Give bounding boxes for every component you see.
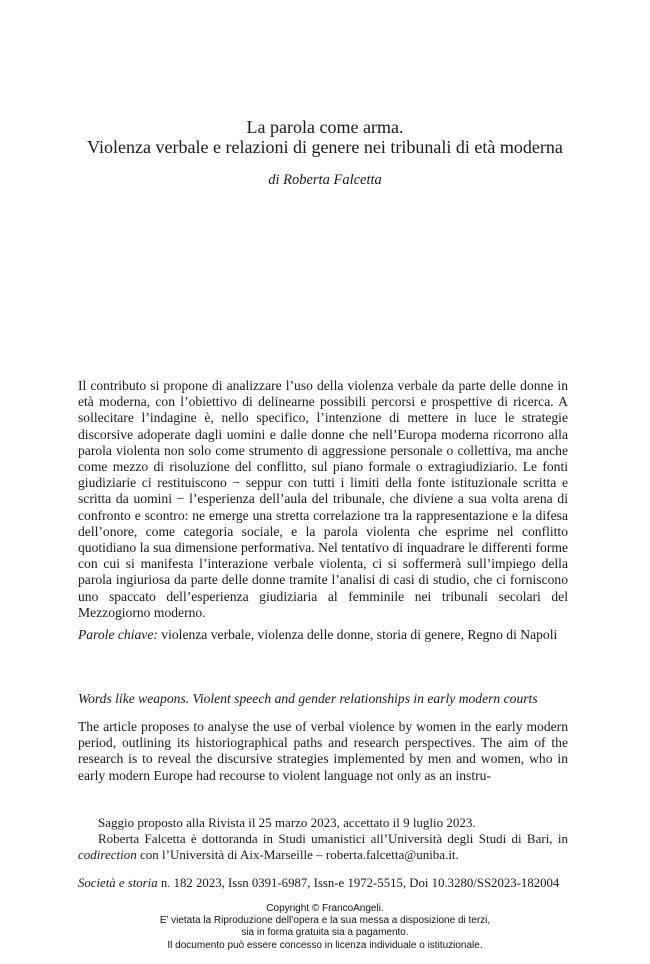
keywords-label: Parole chiave: [78, 627, 158, 642]
copyright-notice [0, 903, 650, 952]
affiliation-text-b: con l’Università di Aix-Marseille – roberta.falcetta@uniba.it. [139, 847, 459, 862]
keywords [78, 627, 568, 643]
copyright-line-2: E’ vietata la Riproduzione dell’opera e la sua messa a disposizione di terzi, [159, 915, 491, 927]
abstract-english: The article proposes to analyse the use of verbal violence by women in the early modern period, outlining its historiographical paths and research perspectives. The aim of the research is to reveal the discursive strategies implemented by men and women, who in early modern Europe had recourse to violent language not only as an instru- [78, 719, 568, 783]
english-title: Words like weapons. Violent speech and gender relationships in early modern courts [78, 691, 538, 706]
article-title-line-2: Violenza verbale e relazioni di genere nei tribunali di età moderna [87, 137, 563, 157]
keywords-text: violenza verbale, violenza delle donne, storia di genere, Regno di Napoli [161, 627, 558, 642]
journal-name: Società e storia [78, 876, 158, 890]
abstract-italian: Il contributo si propone di analizzare l’uso della violenza verbale da parte delle donne in età moderna, con l’obiettivo di delinearne possibili percorsi e prospettive di ricerca. A sollecitare l’indagine è, nello specifico, l’intenzione di mettere in luce le strategie discorsive adoperate dagli uomini e dalle donne che nell’Europa moderna ricorrono alla parola violenta non solo come strumento di aggressione personale o collettiva, ma anche come mezzo di risoluzione del conflitto, sul piano formale o extragiudiziario. Le fonti giudiziarie ci restituiscono − seppur con tutti i limiti della fonte istituzionale scritta e scritta da uomini − l’esperienza dell’aula del tribunale, che diviene a sua volta arena di confronto e scontro: ne emerge una stretta correlazione tra la rappresentazione e la difesa dell’onore, come categoria sociale, e la parola violenta che esprime nel conflitto quotidiano la sua dimensione performativa. Nel tentativo di inquadrare le differenti forme con cui si manifesta l’interazione verbale violenta, ci si soffermerà sull’impiego della parola ingiuriosa da parte delle donne tramite l’analisi di casi di studio, che ci forniscono uno spaccato dell’esperienza giudiziaria al femminile nei tribunali secolari del Mezzogiorno moderno. [78, 378, 568, 620]
footnotes [78, 815, 568, 863]
affiliation-text-a: Roberta Falcetta è dottoranda in Studi umanistici all’Università degli Studi di Bari, in [98, 831, 568, 846]
article-title-line-1: La parola come arma. [246, 117, 404, 137]
copyright-line-1: Copyright © FrancoAngeli. [266, 903, 384, 914]
submission-note: Saggio proposto alla Rivista il 25 marzo 2023, accettato il 9 luglio 2023. [98, 815, 476, 830]
journal-citation [78, 875, 568, 891]
journal-details: n. 182 2023, Issn 0391-6987, Issn-e 1972-5515, Doi 10.3280/SS2023-182004 [160, 876, 560, 890]
copyright-line-3: sia in forma gratuita sia a pagamento. [241, 927, 409, 939]
author-byline: di Roberta Falcetta [268, 172, 382, 188]
copyright-line-4: Il documento può essere concesso in licenza individuale o istituzionale. [167, 939, 483, 951]
affiliation-italic: codirection [78, 847, 137, 862]
author-affiliation-note [78, 831, 568, 863]
